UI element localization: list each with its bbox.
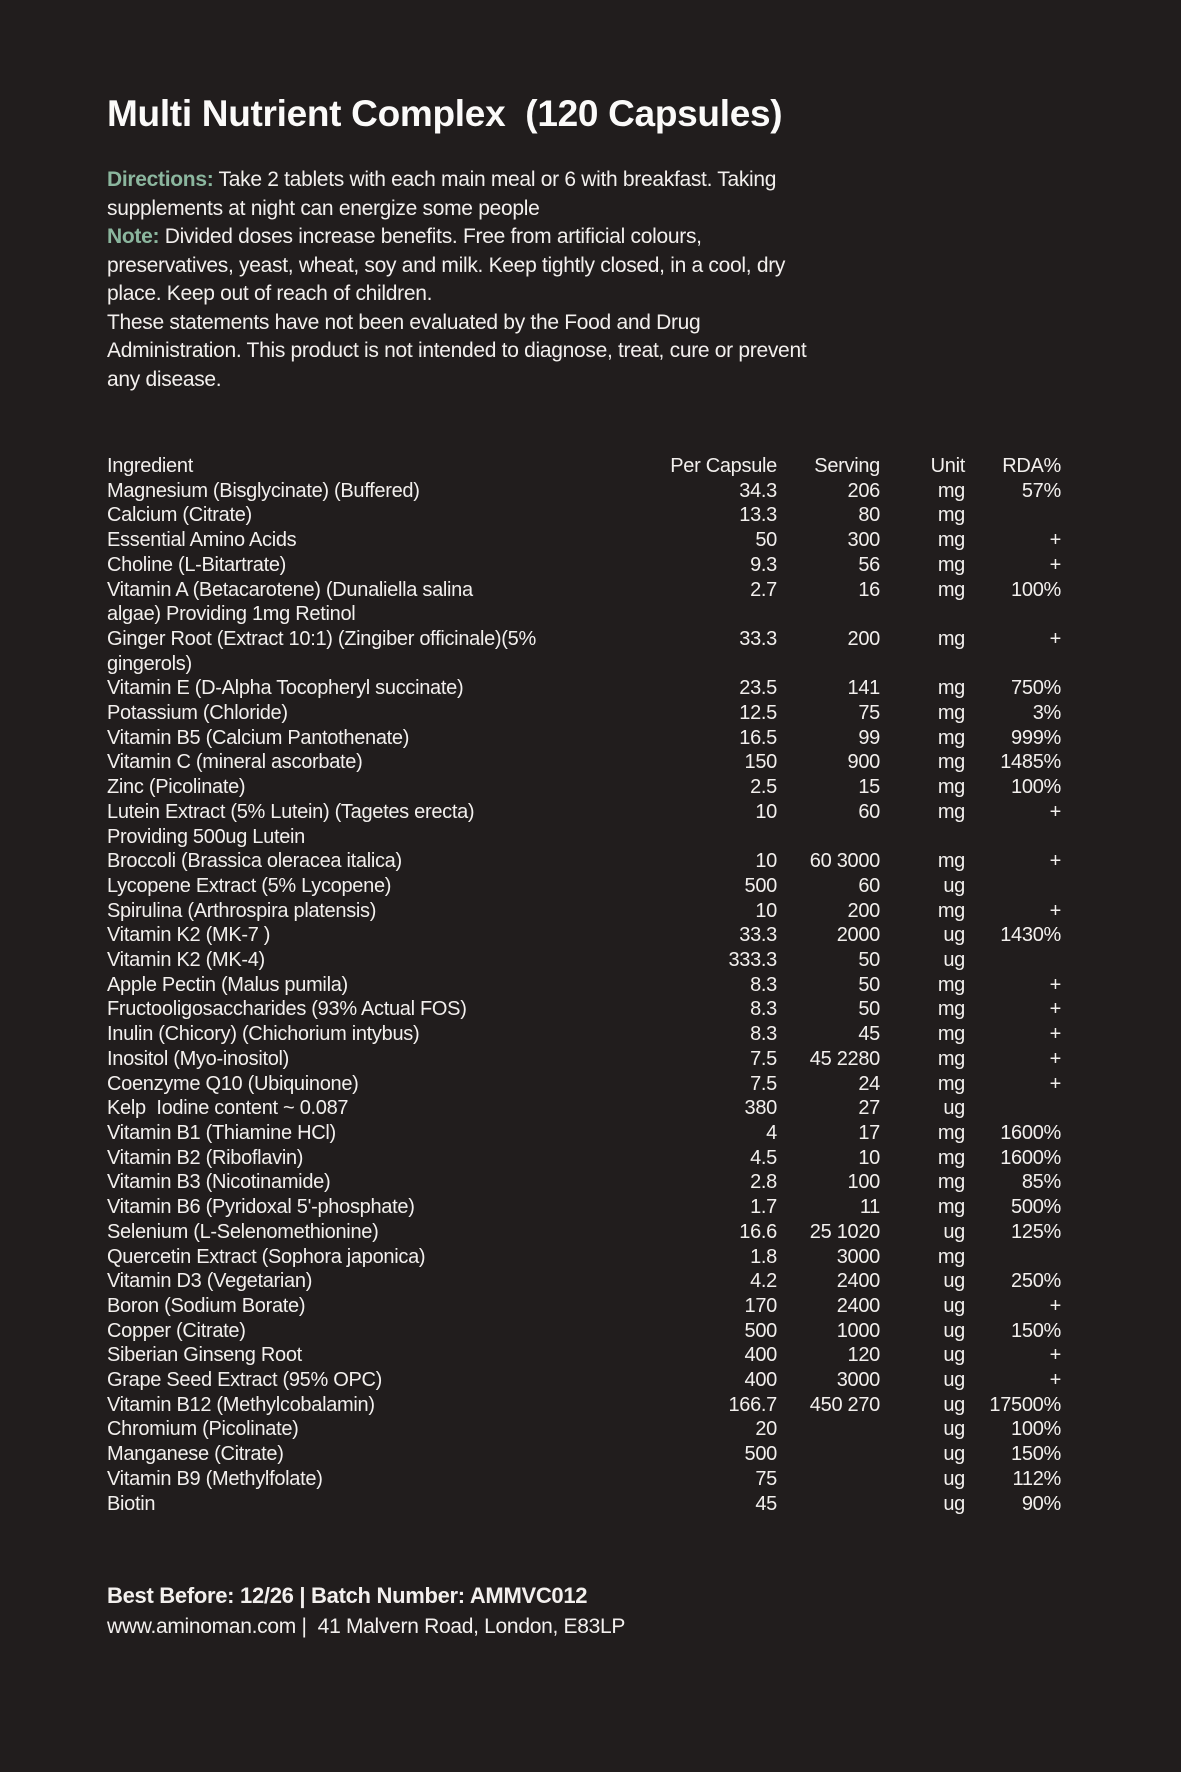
ingredient-name: Broccoli (Brassica oleracea italica) xyxy=(107,850,402,873)
table-row xyxy=(107,923,1074,948)
per-capsule-value: 8.3 xyxy=(750,1023,777,1046)
unit-value: ug xyxy=(943,924,965,947)
table-row xyxy=(107,775,1074,800)
table-row xyxy=(107,1442,1074,1467)
per-capsule-value: 16.5 xyxy=(739,726,777,749)
unit-value: ug xyxy=(943,1492,965,1515)
serving-value: 50 xyxy=(858,949,880,972)
rda-value: + xyxy=(1049,899,1061,922)
serving-value: 100 xyxy=(847,1171,880,1194)
ingredient-name: Vitamin B1 (Thiamine HCl) xyxy=(107,1121,336,1144)
per-capsule-value: 16.6 xyxy=(739,1220,777,1243)
unit-value: mg xyxy=(937,479,965,502)
ingredient-name: Selenium (L-Selenomethionine) xyxy=(107,1220,379,1243)
unit-value: mg xyxy=(937,973,965,996)
per-capsule-value: 4.5 xyxy=(750,1146,777,1169)
rda-value: + xyxy=(1049,800,1061,823)
rda-value: + xyxy=(1049,1047,1061,1070)
serving-value: 3000 xyxy=(836,1245,880,1268)
ingredient-name: Vitamin E (D-Alpha Tocopheryl succinate) xyxy=(107,677,464,700)
rda-value: 1430% xyxy=(1000,924,1061,947)
per-capsule-value: 4.2 xyxy=(750,1270,777,1293)
unit-value: ug xyxy=(943,874,965,897)
serving-value: 2000 xyxy=(836,924,880,947)
per-capsule-value: 333.3 xyxy=(728,949,777,972)
unit-value: mg xyxy=(937,850,965,873)
table-row xyxy=(107,1022,1074,1047)
per-capsule-value: 166.7 xyxy=(728,1393,777,1416)
unit-value: ug xyxy=(943,1319,965,1342)
table-row xyxy=(107,1467,1074,1492)
table-row xyxy=(107,874,1074,899)
unit-value: mg xyxy=(937,553,965,576)
ingredient-name: Magnesium (Bisglycinate) (Buffered) xyxy=(107,479,420,502)
unit-value: ug xyxy=(943,1369,965,1392)
serving-value: 80 xyxy=(858,504,880,527)
serving-value: 15 xyxy=(858,776,880,799)
serving-value: 2400 xyxy=(836,1294,880,1317)
rda-value: + xyxy=(1049,1369,1061,1392)
unit-value: mg xyxy=(937,998,965,1021)
rda-value: + xyxy=(1049,1344,1061,1367)
table-row xyxy=(107,1245,1074,1270)
rda-value: + xyxy=(1049,1294,1061,1317)
table-row xyxy=(107,1343,1074,1368)
table-row xyxy=(107,1269,1074,1294)
serving-value: 60 3000 xyxy=(809,850,880,873)
per-capsule-value: 500 xyxy=(744,1319,777,1342)
per-capsule-value: 33.3 xyxy=(739,924,777,947)
rda-value: 1600% xyxy=(1000,1121,1061,1144)
table-row xyxy=(107,1294,1074,1319)
serving-value: 60 xyxy=(858,800,880,823)
unit-value: ug xyxy=(943,1393,965,1416)
rda-value: + xyxy=(1049,1072,1061,1095)
ingredient-name: Coenzyme Q10 (Ubiquinone) xyxy=(107,1072,359,1095)
ingredient-name: Vitamin B5 (Calcium Pantothenate) xyxy=(107,726,410,749)
per-capsule-value: 50 xyxy=(755,529,777,552)
rda-value: + xyxy=(1049,553,1061,576)
directions-line-2: supplements at night can energize some people xyxy=(107,196,540,220)
serving-value: 120 xyxy=(847,1344,880,1367)
directions-label: Directions: xyxy=(107,168,214,191)
serving-value: 300 xyxy=(847,529,880,552)
column-header-unit: Unit xyxy=(930,455,965,477)
serving-value: 27 xyxy=(858,1097,880,1120)
per-capsule-value: 4 xyxy=(766,1121,777,1144)
per-capsule-value: 7.5 xyxy=(750,1047,777,1070)
ingredient-name: Vitamin A (Betacarotene) (Dunaliella salina algae) Providing 1mg Retinol xyxy=(107,578,473,626)
ingredient-name: Calcium (Citrate) xyxy=(107,504,252,527)
rda-value: 17500% xyxy=(989,1393,1061,1416)
table-row xyxy=(107,1393,1074,1418)
serving-value: 10 xyxy=(858,1146,880,1169)
serving-value: 24 xyxy=(858,1072,880,1095)
contact-info: www.aminoman.com | 41 Malvern Road, London, E83LP xyxy=(107,1615,626,1639)
table-row xyxy=(107,553,1074,578)
table-row xyxy=(107,1072,1074,1097)
unit-value: mg xyxy=(937,578,965,601)
per-capsule-value: 10 xyxy=(755,800,777,823)
table-row xyxy=(107,627,1074,676)
serving-value: 200 xyxy=(847,627,880,650)
rda-value: + xyxy=(1049,529,1061,552)
table-row xyxy=(107,479,1074,504)
table-row xyxy=(107,973,1074,998)
page-title: Multi Nutrient Complex (120 Capsules) xyxy=(107,93,783,134)
note-text-1: Divided doses increase benefits. Free from artificial colours, xyxy=(159,225,702,248)
table-row xyxy=(107,1492,1074,1517)
rda-value: 125% xyxy=(1011,1220,1061,1243)
ingredient-name: Vitamin K2 (MK-4) xyxy=(107,949,265,972)
rda-value: 112% xyxy=(1012,1467,1061,1490)
table-row xyxy=(107,750,1074,775)
serving-value: 50 xyxy=(858,973,880,996)
ingredient-table-body xyxy=(107,479,1074,1517)
fda-disclaimer-line-3: any disease. xyxy=(107,367,222,391)
ingredient-name: Essential Amino Acids xyxy=(107,529,297,552)
serving-value: 1000 xyxy=(836,1319,880,1342)
table-row xyxy=(107,726,1074,751)
serving-value: 900 xyxy=(847,751,880,774)
serving-value: 25 1020 xyxy=(809,1220,880,1243)
unit-value: mg xyxy=(937,1072,965,1095)
ingredient-name: Vitamin B2 (Riboflavin) xyxy=(107,1146,304,1169)
per-capsule-value: 500 xyxy=(744,1443,777,1466)
unit-value: mg xyxy=(937,1146,965,1169)
per-capsule-value: 7.5 xyxy=(750,1072,777,1095)
ingredient-name: Siberian Ginseng Root xyxy=(107,1344,302,1367)
serving-value: 11 xyxy=(859,1196,880,1219)
unit-value: mg xyxy=(937,899,965,922)
rda-value: 750% xyxy=(1011,677,1061,700)
ingredient-name: Inulin (Chicory) (Chichorium intybus) xyxy=(107,1023,420,1046)
table-row xyxy=(107,849,1074,874)
rda-value: 100% xyxy=(1011,776,1061,799)
table-row xyxy=(107,800,1074,849)
per-capsule-value: 8.3 xyxy=(750,998,777,1021)
table-row xyxy=(107,1096,1074,1121)
table-row xyxy=(107,1220,1074,1245)
unit-value: ug xyxy=(943,1467,965,1490)
per-capsule-value: 500 xyxy=(744,874,777,897)
serving-value: 45 xyxy=(858,1023,880,1046)
per-capsule-value: 10 xyxy=(755,850,777,873)
ingredient-name: Zinc (Picolinate) xyxy=(107,776,246,799)
ingredient-table xyxy=(107,454,1074,1516)
per-capsule-value: 13.3 xyxy=(739,504,777,527)
rda-value: 150% xyxy=(1011,1319,1061,1342)
ingredient-name: Chromium (Picolinate) xyxy=(107,1418,299,1441)
rda-value: + xyxy=(1049,627,1061,650)
ingredient-name: Vitamin C (mineral ascorbate) xyxy=(107,751,363,774)
rda-value: 90% xyxy=(1021,1492,1061,1515)
rda-value: 999% xyxy=(1011,726,1061,749)
unit-value: ug xyxy=(943,1294,965,1317)
table-row xyxy=(107,1047,1074,1072)
fda-disclaimer-line-1: These statements have not been evaluated by the Food and Drug xyxy=(107,310,701,334)
directions-text-1: Take 2 tablets with each main meal or 6 with breakfast. Taking xyxy=(213,168,777,191)
note-label: Note: xyxy=(107,225,160,248)
serving-value: 450 270 xyxy=(809,1393,880,1416)
table-row xyxy=(107,1121,1074,1146)
ingredient-name: Quercetin Extract (Sophora japonica) xyxy=(107,1245,426,1268)
unit-value: mg xyxy=(937,1196,965,1219)
rda-value: 250% xyxy=(1011,1270,1061,1293)
per-capsule-value: 2.7 xyxy=(750,578,777,601)
rda-value: 3% xyxy=(1032,702,1061,725)
column-header-serving: Serving xyxy=(814,455,880,477)
serving-value: 99 xyxy=(858,726,880,749)
ingredient-name: Inositol (Myo-inositol) xyxy=(107,1047,290,1070)
rda-value: 100% xyxy=(1011,578,1061,601)
unit-value: ug xyxy=(943,1418,965,1441)
unit-value: ug xyxy=(943,1344,965,1367)
serving-value: 50 xyxy=(858,998,880,1021)
unit-value: mg xyxy=(937,529,965,552)
per-capsule-value: 34.3 xyxy=(739,479,777,502)
fda-disclaimer-line-2: Administration. This product is not intended to diagnose, treat, cure or prevent xyxy=(107,339,807,362)
ingredient-name: Copper (Citrate) xyxy=(107,1319,246,1342)
note-line-1 xyxy=(107,223,1074,252)
rda-value: 100% xyxy=(1011,1418,1061,1441)
per-capsule-value: 380 xyxy=(744,1097,777,1120)
unit-value: ug xyxy=(943,1097,965,1120)
per-capsule-value: 23.5 xyxy=(739,677,777,700)
serving-value: 200 xyxy=(847,899,880,922)
ingredient-name: Boron (Sodium Borate) xyxy=(107,1294,306,1317)
unit-value: mg xyxy=(937,1047,965,1070)
unit-value: mg xyxy=(937,677,965,700)
unit-value: ug xyxy=(943,1443,965,1466)
serving-value: 60 xyxy=(858,874,880,897)
per-capsule-value: 170 xyxy=(744,1294,777,1317)
ingredient-name: Lycopene Extract (5% Lycopene) xyxy=(107,874,392,897)
ingredient-name: Grape Seed Extract (95% OPC) xyxy=(107,1369,383,1392)
ingredient-name: Spirulina (Arthrospira platensis) xyxy=(107,899,377,922)
per-capsule-value: 75 xyxy=(755,1467,777,1490)
table-header-row xyxy=(107,454,1074,479)
batch-info: Best Before: 12/26 | Batch Number: AMMVC012 xyxy=(107,1583,588,1609)
per-capsule-value: 45 xyxy=(755,1492,777,1515)
per-capsule-value: 9.3 xyxy=(750,553,777,576)
column-header-rda: RDA% xyxy=(1002,455,1061,477)
serving-value: 2400 xyxy=(836,1270,880,1293)
unit-value: ug xyxy=(943,949,965,972)
info-block xyxy=(107,166,1074,394)
unit-value: ug xyxy=(943,1220,965,1243)
serving-value: 56 xyxy=(858,553,880,576)
ingredient-name: Choline (L-Bitartrate) xyxy=(107,553,287,576)
rda-value: + xyxy=(1049,850,1061,873)
per-capsule-value: 10 xyxy=(755,899,777,922)
unit-value: mg xyxy=(937,751,965,774)
rda-value: 1485% xyxy=(1000,751,1061,774)
column-header-per-capsule: Per Capsule xyxy=(670,455,777,477)
ingredient-name: Kelp Iodine content ~ 0.087 xyxy=(107,1097,349,1120)
serving-value: 3000 xyxy=(836,1369,880,1392)
unit-value: mg xyxy=(937,504,965,527)
rda-value: 500% xyxy=(1011,1196,1061,1219)
table-row xyxy=(107,1146,1074,1171)
ingredient-name: Ginger Root (Extract 10:1) (Zingiber officinale)(5% gingerols) xyxy=(107,627,536,675)
unit-value: mg xyxy=(937,627,965,650)
unit-value: mg xyxy=(937,1121,965,1144)
table-row xyxy=(107,578,1074,627)
unit-value: ug xyxy=(943,1270,965,1293)
unit-value: mg xyxy=(937,702,965,725)
table-row xyxy=(107,1319,1074,1344)
ingredient-name: Lutein Extract (5% Lutein) (Tagetes erecta) Providing 500ug Lutein xyxy=(107,800,475,848)
table-row xyxy=(107,899,1074,924)
ingredient-name: Potassium (Chloride) xyxy=(107,702,288,725)
rda-value: 85% xyxy=(1021,1171,1061,1194)
table-row xyxy=(107,1195,1074,1220)
table-row xyxy=(107,1417,1074,1442)
rda-value: 57% xyxy=(1021,479,1061,502)
serving-value: 141 xyxy=(847,677,880,700)
column-header-ingredient: Ingredient xyxy=(107,455,193,477)
table-row xyxy=(107,701,1074,726)
per-capsule-value: 8.3 xyxy=(750,973,777,996)
ingredient-name: Biotin xyxy=(107,1492,156,1515)
per-capsule-value: 2.5 xyxy=(750,776,777,799)
ingredient-name: Vitamin D3 (Vegetarian) xyxy=(107,1270,313,1293)
per-capsule-value: 33.3 xyxy=(739,627,777,650)
per-capsule-value: 400 xyxy=(744,1369,777,1392)
table-row xyxy=(107,528,1074,553)
unit-value: mg xyxy=(937,1171,965,1194)
unit-value: mg xyxy=(937,726,965,749)
per-capsule-value: 20 xyxy=(755,1418,777,1441)
footer xyxy=(107,1580,1074,1642)
per-capsule-value: 400 xyxy=(744,1344,777,1367)
rda-value: 1600% xyxy=(1000,1146,1061,1169)
ingredient-name: Apple Pectin (Malus pumila) xyxy=(107,973,348,996)
per-capsule-value: 12.5 xyxy=(739,702,777,725)
table-row xyxy=(107,1170,1074,1195)
ingredient-name: Fructooligosaccharides (93% Actual FOS) xyxy=(107,998,467,1021)
note-line-3: place. Keep out of reach of children. xyxy=(107,282,433,305)
ingredient-name: Vitamin B9 (Methylfolate) xyxy=(107,1467,323,1490)
rda-value: + xyxy=(1049,998,1061,1021)
per-capsule-value: 1.8 xyxy=(750,1245,777,1268)
table-row xyxy=(107,1368,1074,1393)
ingredient-name: Vitamin B6 (Pyridoxal 5'-phosphate) xyxy=(107,1196,415,1219)
unit-value: mg xyxy=(937,776,965,799)
serving-value: 75 xyxy=(858,702,880,725)
rda-value: + xyxy=(1049,973,1061,996)
serving-value: 45 2280 xyxy=(809,1047,880,1070)
ingredient-name: Vitamin B3 (Nicotinamide) xyxy=(107,1171,331,1194)
per-capsule-value: 2.8 xyxy=(750,1171,777,1194)
unit-value: mg xyxy=(937,1245,965,1268)
table-row xyxy=(107,948,1074,973)
serving-value: 206 xyxy=(847,479,880,502)
per-capsule-value: 1.7 xyxy=(750,1196,777,1219)
serving-value: 17 xyxy=(858,1121,880,1144)
unit-value: mg xyxy=(937,1023,965,1046)
serving-value: 16 xyxy=(858,578,880,601)
ingredient-name: Vitamin B12 (Methylcobalamin) xyxy=(107,1393,375,1416)
table-row xyxy=(107,503,1074,528)
note-line-2: preservatives, yeast, wheat, soy and milk. Keep tightly closed, in a cool, dry xyxy=(107,253,786,277)
unit-value: mg xyxy=(937,800,965,823)
ingredient-name: Vitamin K2 (MK-7 ) xyxy=(107,924,271,947)
directions-line-1 xyxy=(107,166,1074,195)
per-capsule-value: 150 xyxy=(744,751,777,774)
table-row xyxy=(107,676,1074,701)
ingredient-name: Manganese (Citrate) xyxy=(107,1443,284,1466)
rda-value: + xyxy=(1049,1023,1061,1046)
rda-value: 150% xyxy=(1011,1443,1061,1466)
table-row xyxy=(107,997,1074,1022)
